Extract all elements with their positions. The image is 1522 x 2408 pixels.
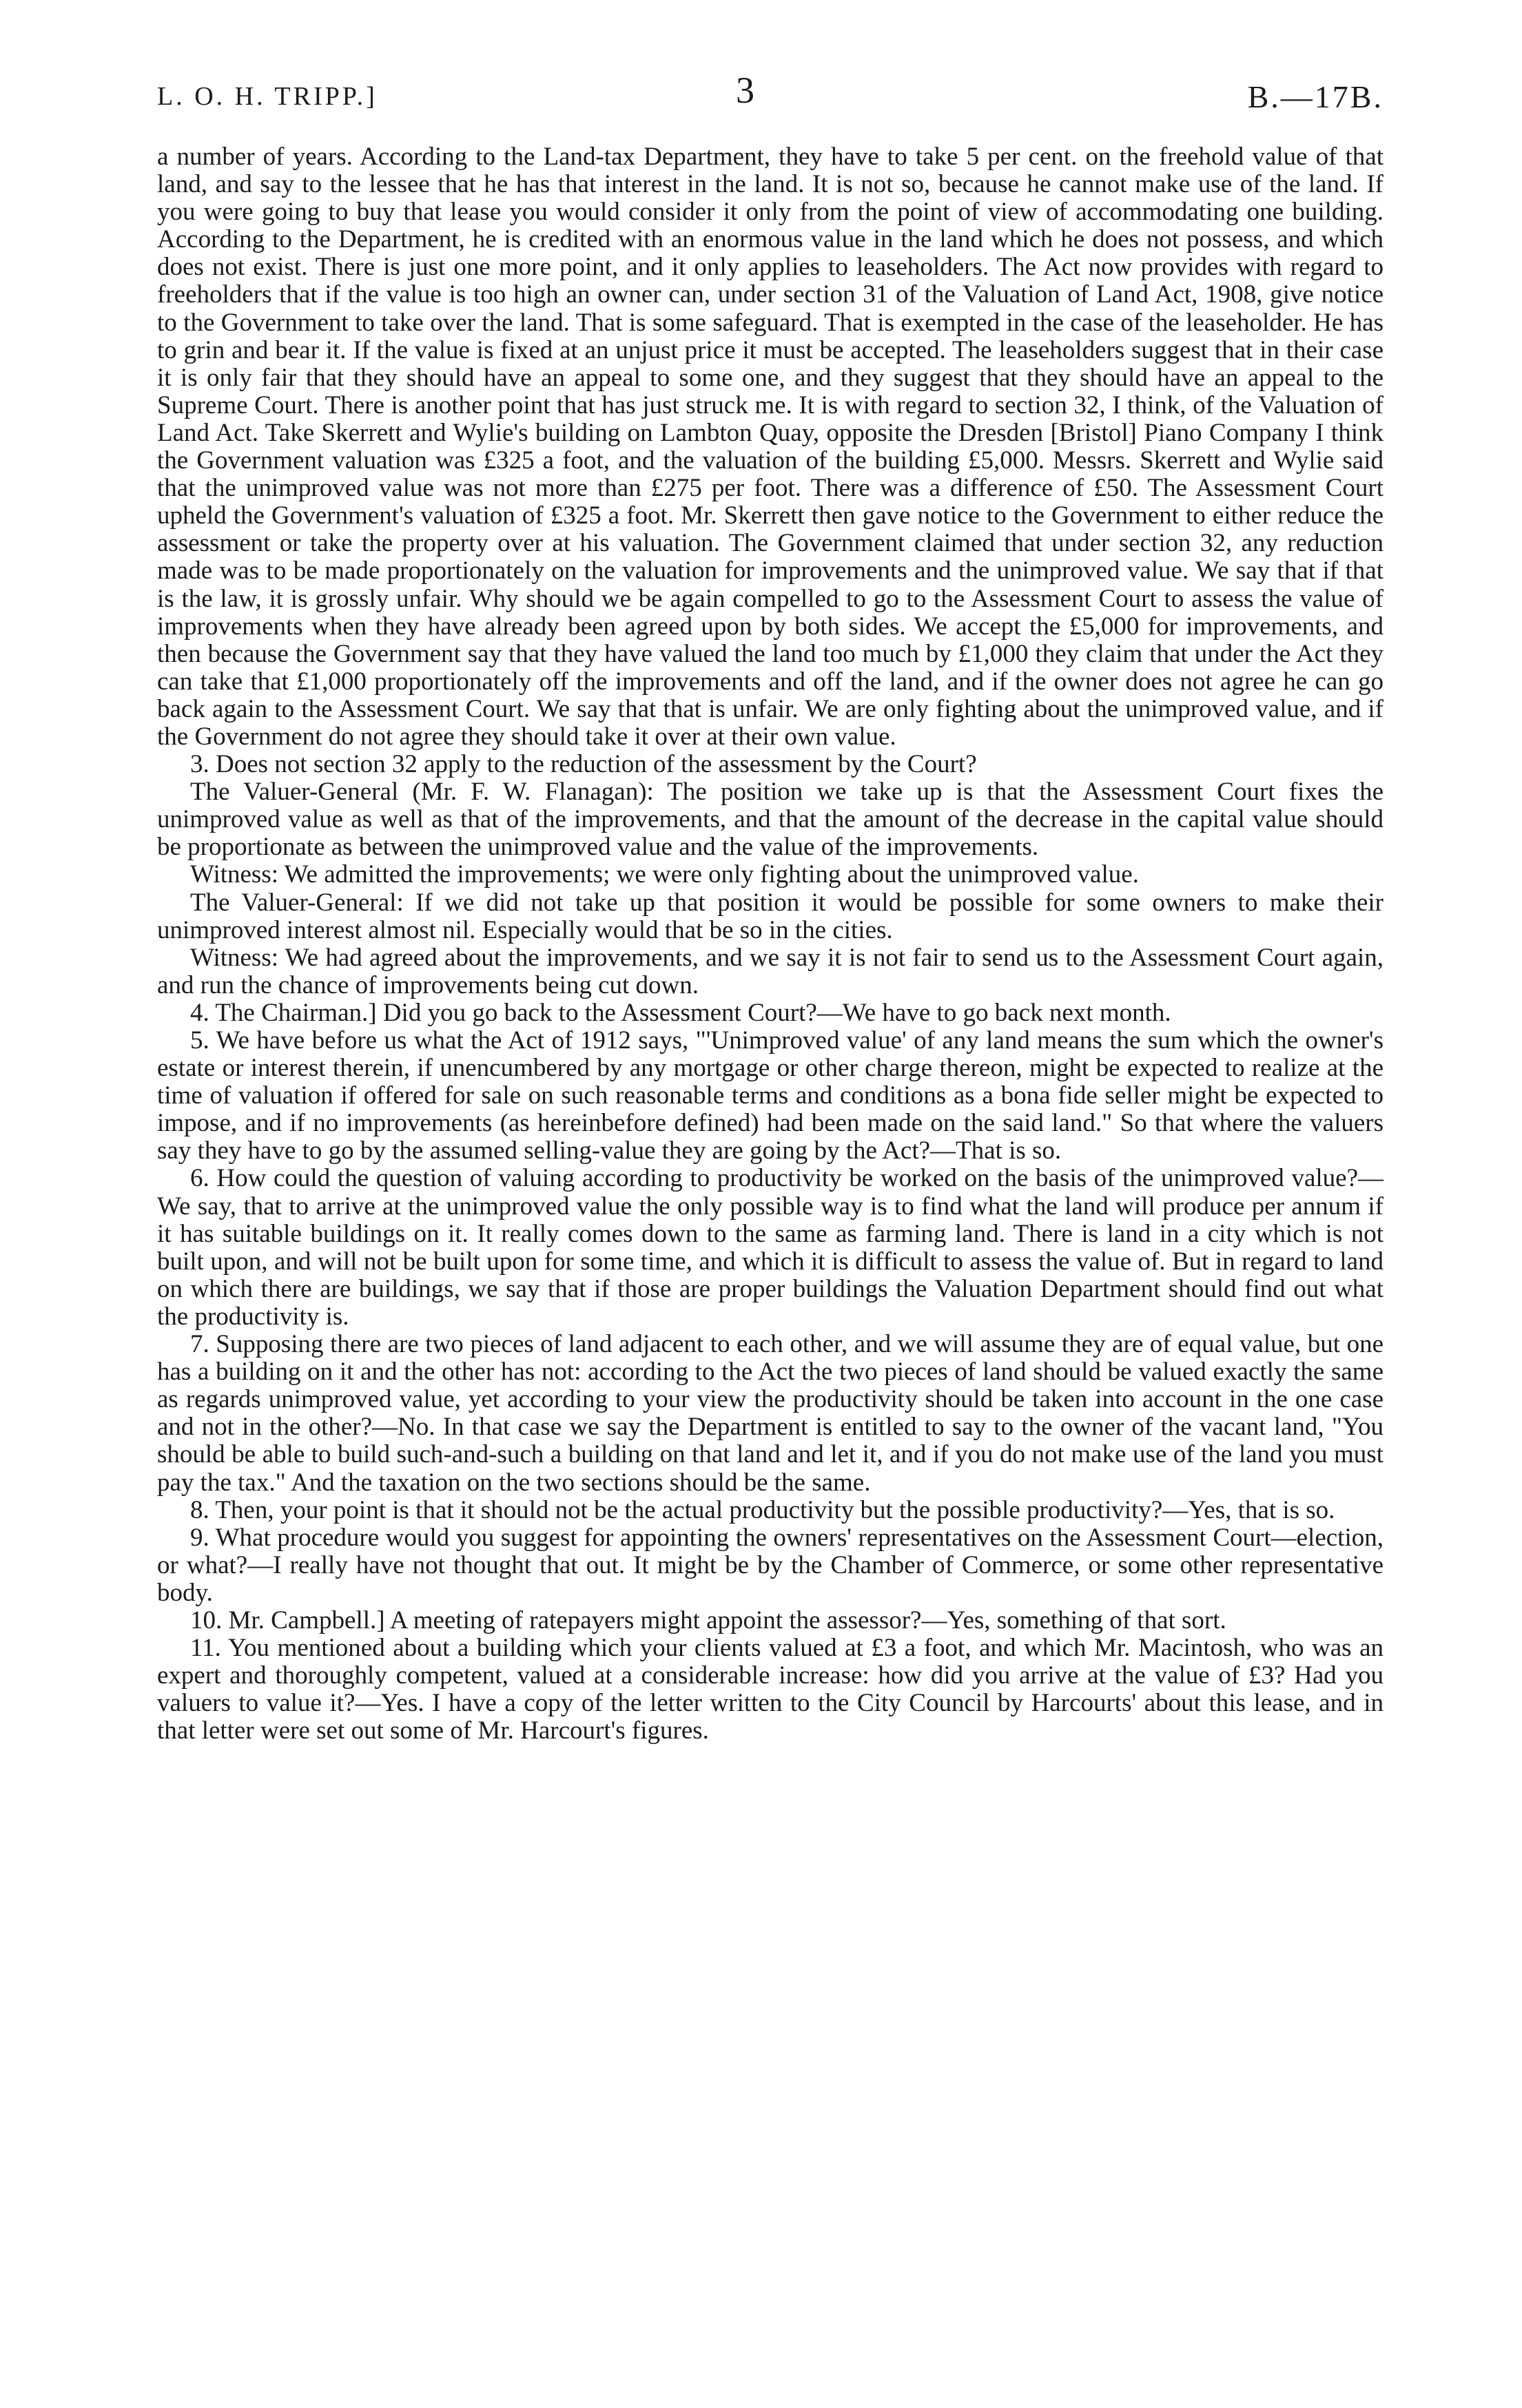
- question-11: 11. You mentioned about a building which your clients valued at £3 a foot, and which Mr. Macintosh, who was an expert and thoroughly competent, valued at a considerable increase: how did you arrive at the value of £3? Had you valuers to value it?—Yes. I have a copy of the letter written to the City Council by Harcourts' about this lease, and in that letter were set out some of Mr. Harcourt's figures.: [157, 1634, 1384, 1745]
- document-body: [157, 143, 1384, 1745]
- valuer-general-statement: The Valuer-General (Mr. F. W. Flanagan): The position we take up is that the Assessment Court fixes the unimproved value as well as that of the improvements, and that the amount of the decrease in the capital value should be proportionate as between the unimproved value and the value of the improvements.: [157, 778, 1384, 862]
- question-8: 8. Then, your point is that it should not be the actual productivity but the possible productivity?—Yes, that is so.: [190, 1495, 1335, 1524]
- question-10: 10. Mr. Campbell.] A meeting of ratepayers might appoint the assessor?—Yes, something of that sort.: [190, 1606, 1226, 1634]
- witness-reply: Witness: We admitted the improvements; we were only fighting about the unimproved value.: [190, 860, 1139, 889]
- valuer-general-reply: The Valuer-General: If we did not take up that position it would be possible for some owners to make their unimproved interest almost nil. Especially would that be so in the cities.: [157, 888, 1384, 944]
- page-header: [157, 69, 1384, 124]
- page-number: 3: [736, 70, 756, 111]
- header-witness-name: L. O. H. TRIPP.]: [157, 82, 378, 111]
- question-6: 6. How could the question of valuing according to productivity be worked on the basis of the unimproved value?—We say, that to arrive at the unimproved value the only possible way is to find what the land will produce per annum if it has suitable buildings on it. It really comes down to the same as farming land. There is land in a city which is not built upon, and will not be built upon for some time, and which it is difficult to assess the value of. But in regard to land on which there are buildings, we say that if those are proper buildings the Valuation Department should find out what the productivity is.: [157, 1164, 1384, 1331]
- question-5: 5. We have before us what the Act of 1912 says, "'Unimproved value' of any land means the sum which the owner's estate or interest therein, if unencumbered by any mortgage or other charge thereon, might be expected to realize at the time of valuation if offered for sale on such reasonable terms and conditions as a bona fide seller might be expected to impose, and if no improvements (as hereinbefore defined) had been made on the said land." So that where the valuers say they have to go by the assumed selling-value they are going by the Act?—That is so.: [157, 1026, 1384, 1165]
- question-9: 9. What procedure would you suggest for appointing the owners' representatives on the Assessment Court—election, or what?—I really have not thought that out. It might be by the Chamber of Commerce, or some other representative body.: [157, 1523, 1384, 1607]
- question-4: 4. The Chairman.] Did you go back to the Assessment Court?—We have to go back next month.: [190, 998, 1171, 1027]
- document-reference: B.—17B.: [1247, 79, 1384, 114]
- witness-reply-2: Witness: We had agreed about the improvements, and we say it is not fair to send us to the Assessment Court again, and run the chance of improvements being cut down.: [157, 943, 1384, 999]
- question-3: 3. Does not section 32 apply to the reduction of the assessment by the Court?: [190, 750, 977, 779]
- question-7: 7. Supposing there are two pieces of land adjacent to each other, and we will assume they are of equal value, but one has a building on it and the other has not: according to the Act the two pieces of land should be valued exactly the same as regards unimproved value, yet according to your view the productivity should be taken into account in the one case and not in the other?—No. In that case we say the Department is entitled to say to the owner of the vacant land, "You should be able to build such-and-such a building on that land and let it, and if you do not make use of the land you must pay the tax." And the taxation on the two sections should be the same.: [157, 1330, 1384, 1497]
- paragraph-continuation: a number of years. According to the Land-tax Department, they have to take 5 per cent. on the freehold value of that land, and say to the lessee that he has that interest in the land. It is not so, because he cannot make use of the land. If you were going to buy that lease you would consider it only from the point of view of accommodating one building. According to the Department, he is credited with an enormous value in the land which he does not possess, and which does not exist. There is just one more point, and it only applies to leaseholders. The Act now provides with regard to freeholders that if the value is too high an owner can, under section 31 of the Valuation of Land Act, 1908, give notice to the Government to take over the land. That is some safeguard. That is exempted in the case of the leaseholder. He has to grin and bear it. If the value is fixed at an unjust price it must be accepted. The leaseholders suggest that in their case it is only fair that they should have an appeal to some one, and they suggest that they should have an appeal to the Supreme Court. There is another point that has just struck me. It is with regard to section 32, I think, of the Valuation of Land Act. Take Skerrett and Wylie's building on Lambton Quay, opposite the Dresden [Bristol] Piano Company I think the Government valuation was £325 a foot, and the valuation of the building £5,000. Messrs. Skerrett and Wylie said that the unimproved value was not more than £275 per foot. There was a difference of £50. The Assessment Court upheld the Government's valuation of £325 a foot. Mr. Skerrett then gave notice to the Government to either reduce the assessment or take the property over at his valuation. The Government claimed that under section 32, any reduction made was to be made proportionately on the valuation for improvements and the unimproved value. We say that if that is the law, it is grossly unfair. Why should we be again compelled to go to the Assessment Court to assess the value of improvements when they have already been agreed upon by both sides. We accept the £5,000 for improvements, and then because the Government say that they have valued the land too much by £1,000 they claim that under the Act they can take that £1,000 proportionately off the improvements and off the land, and if the owner does not agree he can go back again to the Assessment Court. We say that that is unfair. We are only fighting about the unimproved value, and if the Government do not agree they should take it over at their own value.: [157, 143, 1384, 751]
